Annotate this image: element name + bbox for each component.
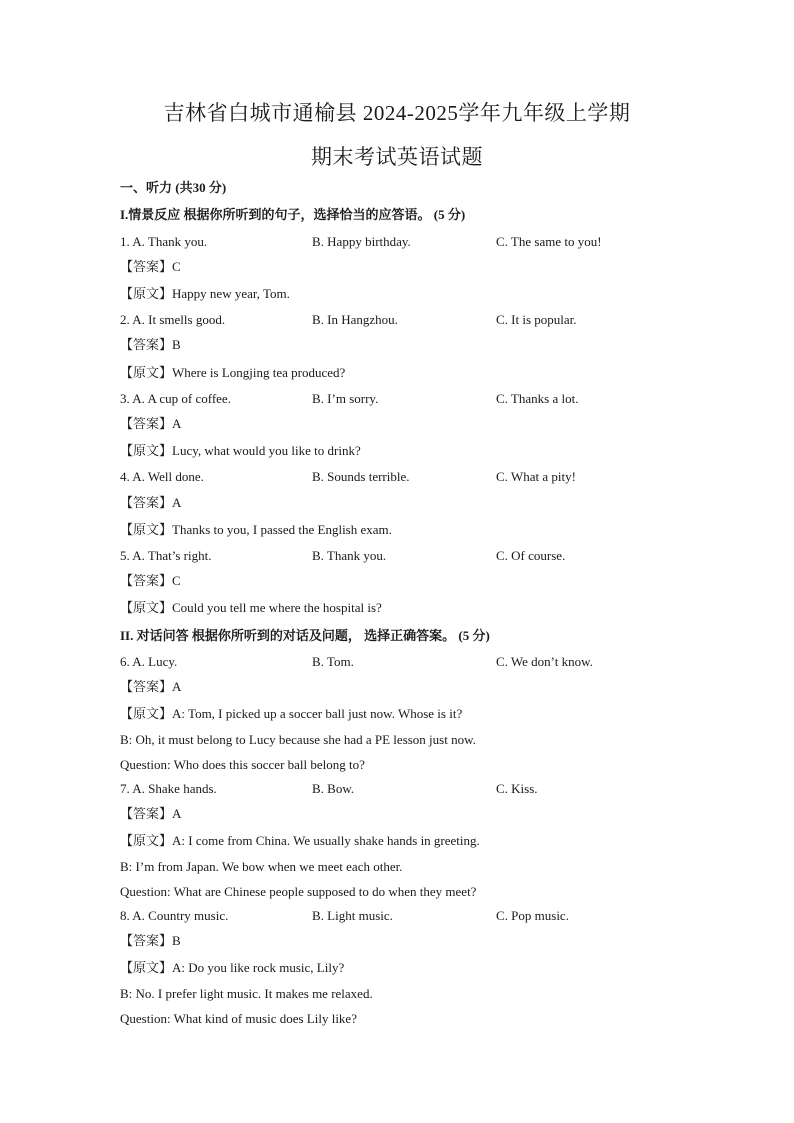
question-4-original [120,522,392,538]
answer-value: A [172,495,182,510]
question-3-option-a: 3. A. A cup of coffee. [120,391,231,406]
original-text: Lucy, what would you like to drink? [172,443,361,458]
question-6-option-b: B. Tom. [312,654,354,669]
question-8-dialogue-line: B: No. I prefer light music. It makes me relaxed. [120,986,373,1001]
question-2-option-b: B. In Hangzhou. [312,312,398,327]
original-tag: 【原文】 [120,960,173,975]
question-8-option-a: 8. A. Country music. [120,908,229,923]
question-6-option-c: C. We don’t know. [496,654,593,669]
original-text: Thanks to you, I passed the English exam. [172,522,392,537]
question-7-option-c: C. Kiss. [496,781,538,796]
original-text: A: Tom, I picked up a soccer ball just now. Whose is it? [172,706,463,721]
answer-tag: 【答案】 [120,495,173,510]
answer-tag: 【答案】 [120,806,173,821]
answer-value: C [172,259,181,274]
question-1-original [120,286,290,302]
question-6-answer [120,679,181,695]
question-4-option-a: 4. A. Well done. [120,469,204,484]
original-tag: 【原文】 [120,286,173,301]
question-5-option-a: 5. A. That’s right. [120,548,212,563]
original-text: Could you tell me where the hospital is? [172,600,382,615]
answer-value: C [172,573,181,588]
question-5-option-b: B. Thank you. [312,548,387,563]
original-tag: 【原文】 [120,365,173,380]
question-8-option-b: B. Light music. [312,908,393,923]
title-line-1: 吉林省白城市通榆县 2024-2025学年九年级上学期 [163,101,631,125]
question-3-option-b: B. I’m sorry. [312,391,379,406]
answer-value: B [172,337,181,352]
original-tag: 【原文】 [120,600,173,615]
question-1-option-a: 1. A. Thank you. [120,234,208,249]
question-7-answer [120,806,181,822]
question-2-answer [120,337,181,353]
question-1-option-b: B. Happy birthday. [312,234,411,249]
answer-tag: 【答案】 [120,337,173,352]
question-5-option-c: C. Of course. [496,548,566,563]
answer-value: B [172,933,181,948]
part-1-heading: I.情景反应 根据你所听到的句子，选择恰当的应答语。 (5 分) [120,207,466,222]
question-2-original [120,365,345,381]
original-tag: 【原文】 [120,833,173,848]
question-8-question-line: Question: What kind of music does Lily like? [120,1011,357,1026]
question-6-question-line: Question: Who does this soccer ball belong to? [120,757,365,772]
answer-tag: 【答案】 [120,416,173,431]
question-4-option-b: B. Sounds terrible. [312,469,410,484]
question-8-option-c: C. Pop music. [496,908,569,923]
section-heading: 一、听力 (共30 分) [120,180,227,195]
question-4-option-c: C. What a pity! [496,469,576,484]
question-2-option-c: C. It is popular. [496,312,577,327]
title-line-2: 期末考试英语试题 [311,145,483,169]
question-8-answer [120,933,181,949]
answer-tag: 【答案】 [120,679,173,694]
question-5-original [120,600,382,616]
question-7-option-a: 7. A. Shake hands. [120,781,217,796]
question-6-dialogue-line: B: Oh, it must belong to Lucy because she had a PE lesson just now. [120,732,476,747]
question-3-option-c: C. Thanks a lot. [496,391,579,406]
question-7-question-line: Question: What are Chinese people supposed to do when they meet? [120,884,477,899]
question-3-original [120,443,361,459]
question-1-option-c: C. The same to you! [496,234,602,249]
answer-tag: 【答案】 [120,933,173,948]
question-6-original [120,706,462,722]
original-text: Happy new year, Tom. [172,286,290,301]
question-6-option-a: 6. A. Lucy. [120,654,178,669]
answer-tag: 【答案】 [120,259,173,274]
question-7-option-b: B. Bow. [312,781,355,796]
question-5-answer [120,573,181,589]
original-text: Where is Longjing tea produced? [172,365,346,380]
original-tag: 【原文】 [120,443,173,458]
question-7-dialogue-line: B: I’m from Japan. We bow when we meet each other. [120,859,403,874]
original-tag: 【原文】 [120,522,173,537]
answer-value: A [172,679,182,694]
answer-value: A [172,806,182,821]
original-tag: 【原文】 [120,706,173,721]
question-8-original [120,960,344,976]
original-text: A: Do you like rock music, Lily? [172,960,345,975]
question-4-answer [120,495,181,511]
question-2-option-a: 2. A. It smells good. [120,312,226,327]
question-7-original [120,833,480,849]
original-text: A: I come from China. We usually shake hands in greeting. [172,833,480,848]
answer-value: A [172,416,182,431]
answer-tag: 【答案】 [120,573,173,588]
part-2-heading: II. 对话问答 根据你所听到的对话及问题， 选择正确答案。 (5 分) [120,628,490,643]
question-3-answer [120,416,181,432]
question-1-answer [120,259,181,275]
